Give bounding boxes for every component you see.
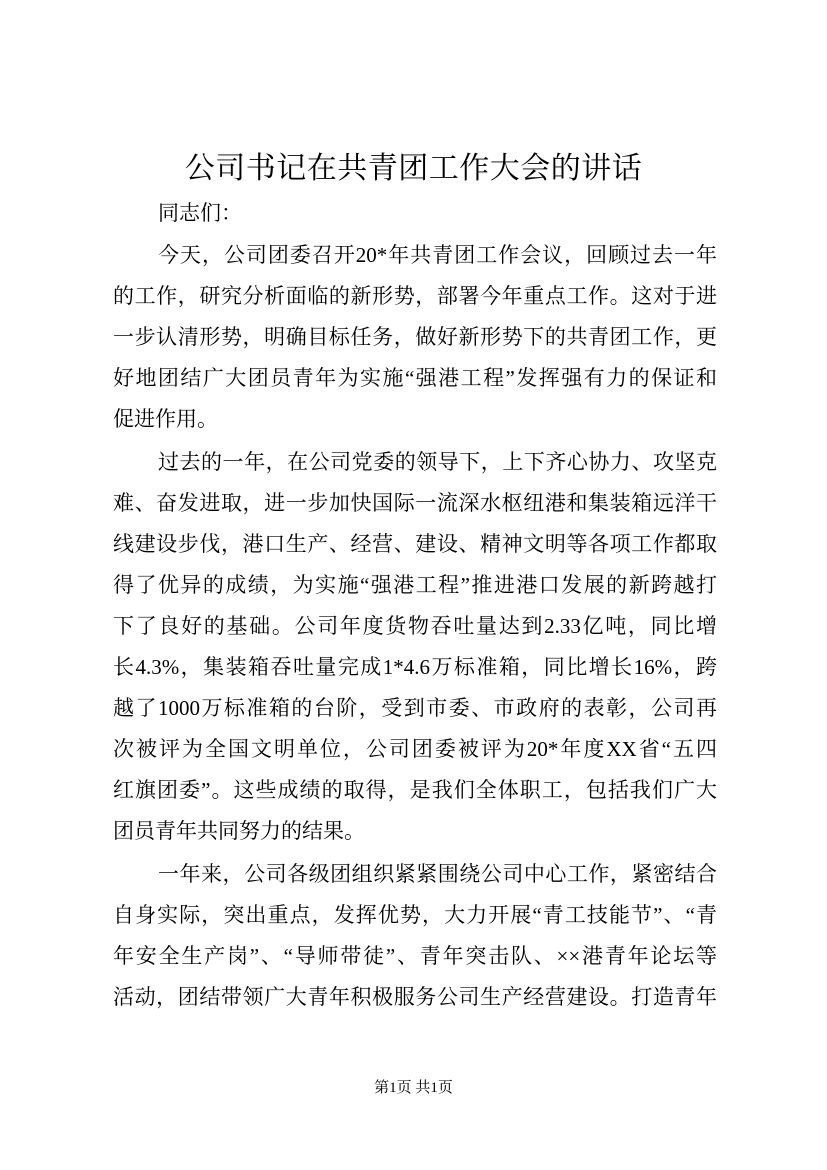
paragraph-line: 下了良好的基础。公司年度货物吞吐量达到2.33亿吨，同比增 [113,614,717,638]
document-body [113,193,717,1018]
paragraph-line: 线建设步伐，港口生产、经营、建设、精神文明等各项工作都取 [113,532,717,556]
paragraph-line: 难、奋发进取，进一步加快国际一流深水枢纽港和集装箱远洋干 [113,491,717,515]
salutation: 同志们： [158,201,242,225]
paragraph-line: 自身实际，突出重点，发挥优势，大力开展“青工技能节”、“青 [113,903,717,927]
paragraph-line: 长4.3%，集装箱吞吐量完成1*4.6万标准箱，同比增长16%，跨 [113,655,717,679]
page-footer: 第1页 共1页 [374,1080,453,1096]
paragraph-line: 次被评为全国文明单位，公司团委被评为20*年度XX省“五四 [113,737,717,761]
paragraph-line: 团员青年共同努力的结果。 [113,819,365,843]
paragraph-line: 一步认清形势，明确目标任务，做好新形势下的共青团工作，更 [113,325,717,349]
paragraph-line: 过去的一年，在公司党委的领导下，上下齐心协力、攻坚克 [158,450,717,474]
paragraph-line: 红旗团委”。这些成绩的取得，是我们全体职工，包括我们广大 [113,778,717,802]
paragraph [113,854,717,1018]
paragraph-line: 的工作，研究分析面临的新形势，部署今年重点工作。这对于进 [113,284,717,308]
paragraph-line: 活动，团结带领广大青年积极服务公司生产经营建设。打造青年 [113,985,717,1009]
paragraph-line: 一年来，公司各级团组织紧紧围绕公司中心工作，紧密结合 [158,862,717,886]
paragraph-line: 今天，公司团委召开20*年共青团工作会议，回顾过去一年 [158,243,717,267]
paragraph-line: 年安全生产岗”、“导师带徒”、青年突击队、××港青年论坛等 [113,944,717,968]
paragraph-line: 得了优异的成绩，为实施“强港工程”推进港口发展的新跨越打 [113,573,717,597]
paragraph-line: 越了1000万标准箱的台阶，受到市委、市政府的表彰，公司再 [113,696,717,720]
paragraph-line: 促进作用。 [113,407,218,431]
paragraph [113,442,717,852]
paragraph [113,235,717,440]
paragraph-line: 好地团结广大团员青年为实施“强港工程”发挥强有力的保证和 [113,366,717,390]
document-title: 公司书记在共青团工作大会的讲话 [184,152,643,185]
